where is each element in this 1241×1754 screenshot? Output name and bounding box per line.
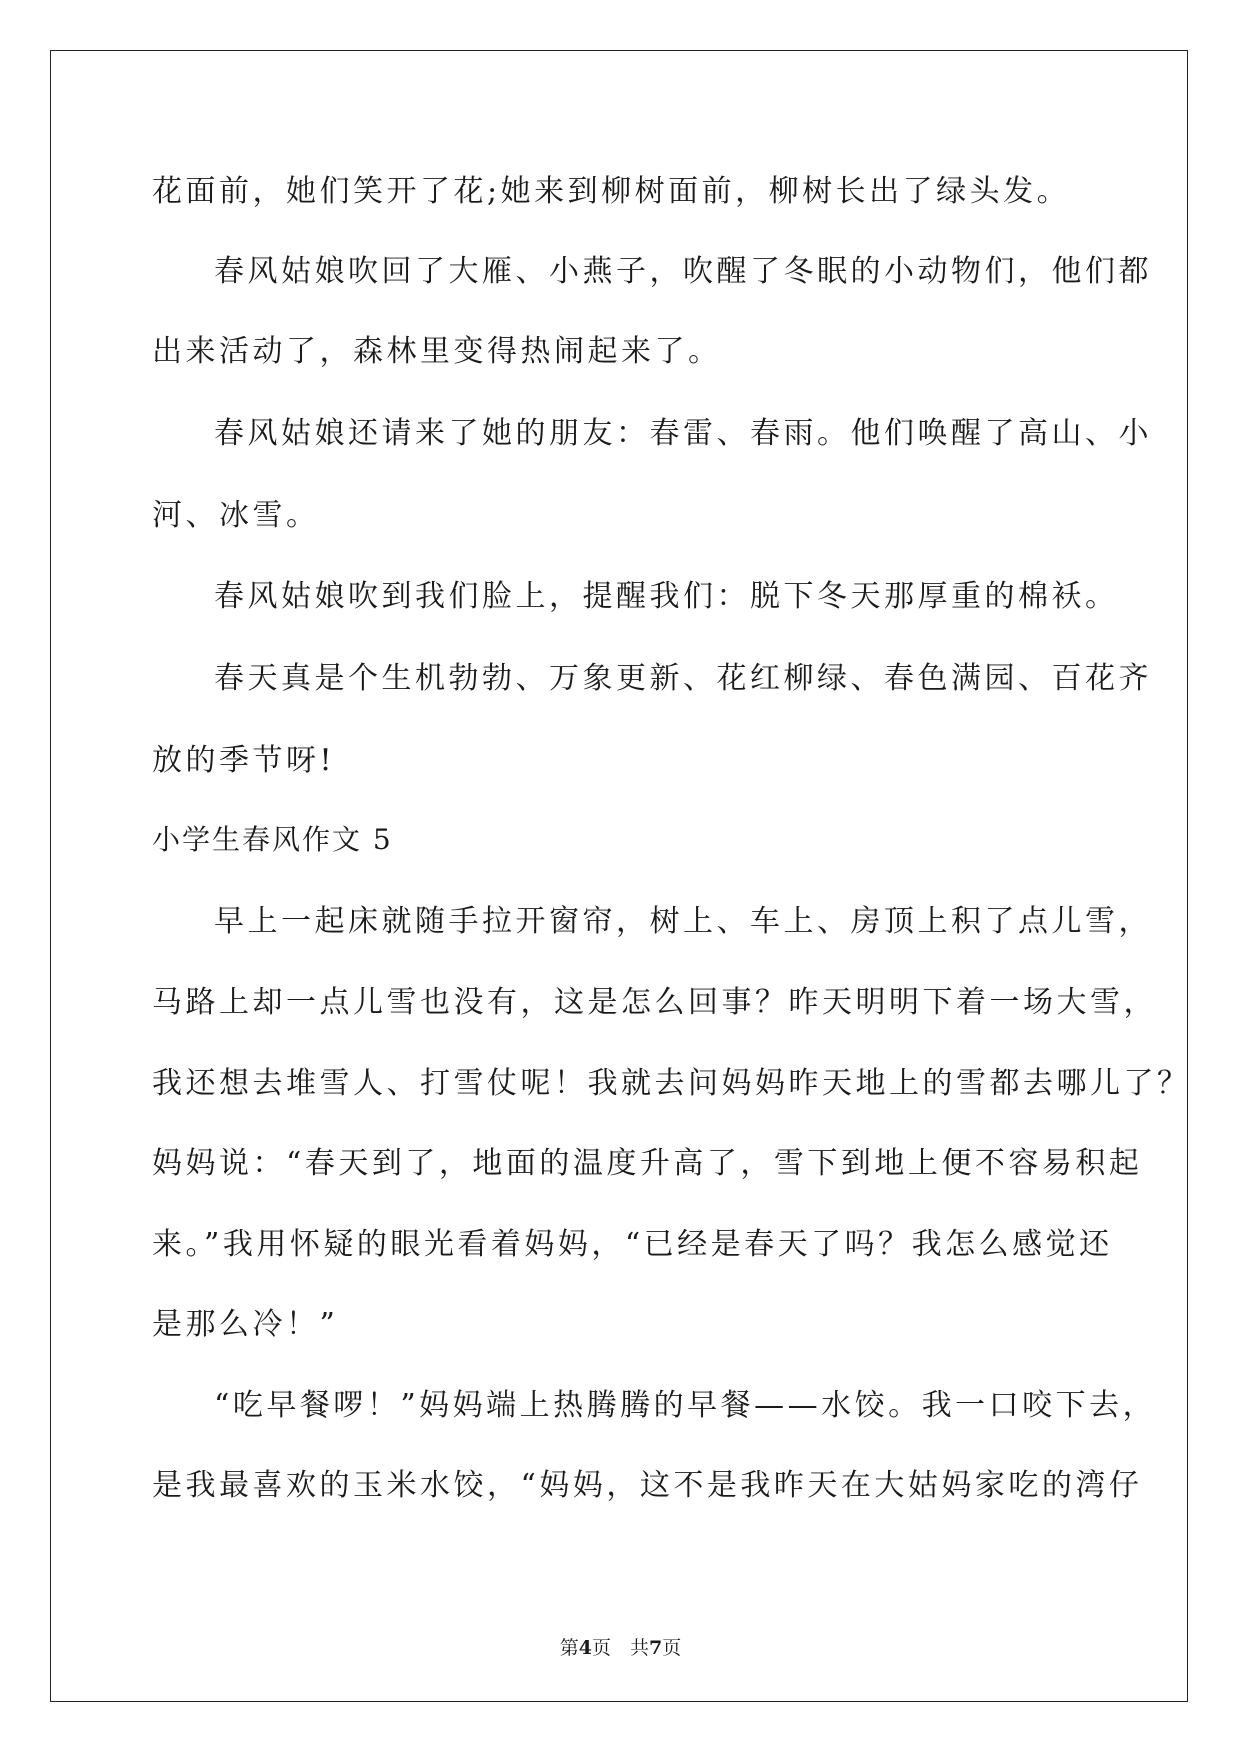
paragraph-line: 春风姑娘吹回了大雁、小燕子，吹醒了冬眠的小动物们，他们都 (214, 254, 1152, 289)
paragraph-line: 春天真是个生机勃勃、万象更新、花红柳绿、春色满园、百花齐 (214, 661, 1152, 696)
paragraph-line: 出来活动了，森林里变得热闹起来了。 (152, 334, 722, 369)
page-number-footer (0, 1636, 1241, 1660)
paragraph-line: 是那么冷！” (152, 1307, 339, 1342)
paragraph-line: 妈妈说：“春天到了，地面的温度升高了，雪下到地上便不容易积起 (152, 1146, 1143, 1181)
paragraph-line: 花面前，她们笑开了花;她来到柳树面前，柳树长出了绿头发。 (152, 174, 1071, 209)
current-page-number: 4 (578, 1637, 592, 1659)
paragraph-line: 河、冰雪。 (152, 498, 320, 533)
footer-middle: 页 共 (591, 1637, 649, 1659)
footer-prefix: 第 (559, 1637, 579, 1659)
paragraph-line: 早上一起床就随手拉开窗帘，树上、车上、房顶上积了点儿雪， (214, 904, 1152, 939)
paragraph-line: 是我最喜欢的玉米水饺，“妈妈，这不是我昨天在大姑妈家吃的湾仔 (152, 1468, 1143, 1503)
page-border (50, 50, 1188, 1702)
paragraph-line: 放的季节呀! (152, 743, 336, 778)
footer-suffix: 页 (662, 1637, 682, 1659)
total-pages-number: 7 (649, 1637, 663, 1659)
section-title: 小学生春风作文 5 (152, 823, 393, 856)
paragraph-line: 马路上却一点儿雪也没有，这是怎么回事？昨天明明下着一场大雪， (152, 985, 1157, 1020)
paragraph-line: 春风姑娘还请来了她的朋友：春雷、春雨。他们唤醒了高山、小 (214, 416, 1152, 451)
paragraph-line: 春风姑娘吹到我们脸上，提醒我们：脱下冬天那厚重的棉袄。 (214, 579, 1119, 614)
paragraph-line: “吃早餐啰！”妈妈端上热腾腾的早餐——水饺。我一口咬下去， (214, 1388, 1157, 1423)
paragraph-line: 我还想去堆雪人、打雪仗呢！我就去问妈妈昨天地上的雪都去哪儿了？ (152, 1066, 1191, 1101)
paragraph-line: 来。”我用怀疑的眼光看着妈妈，“已经是春天了吗？我怎么感觉还 (152, 1227, 1113, 1262)
